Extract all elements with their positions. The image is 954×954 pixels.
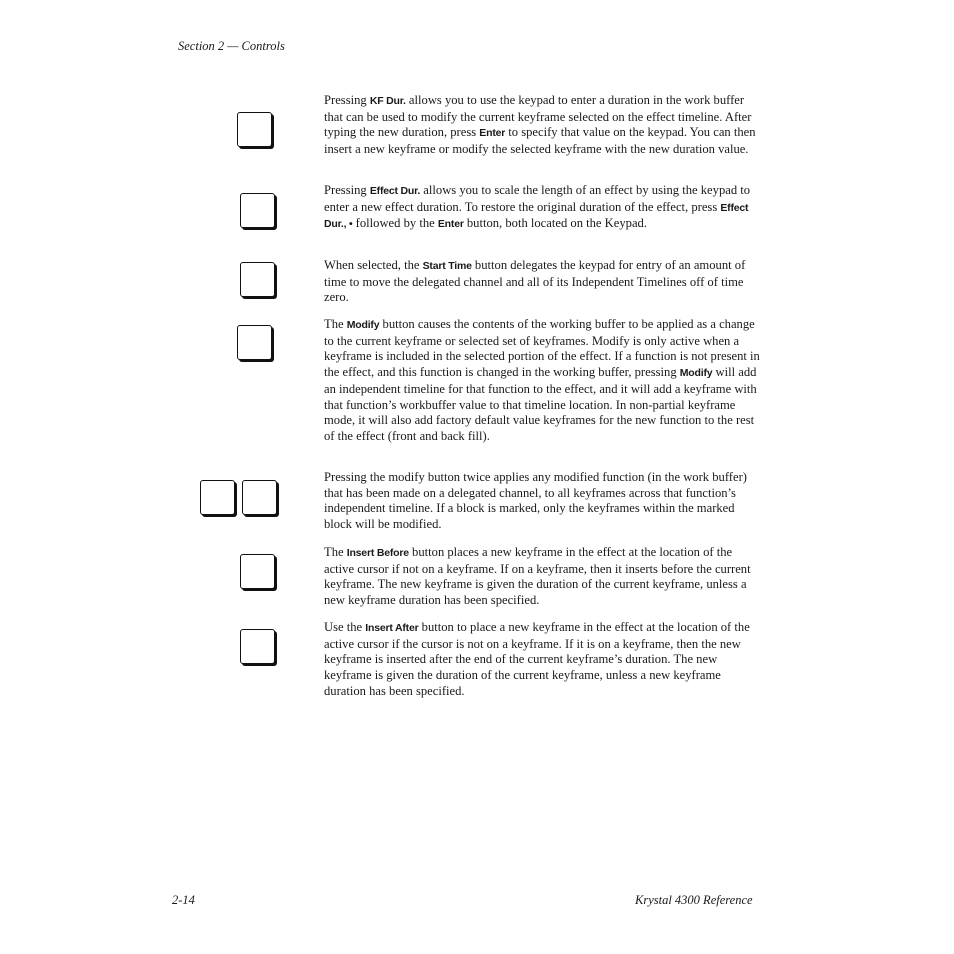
button-name: Insert After (365, 622, 419, 634)
modify-twice-second-button-icon (242, 480, 277, 515)
body-text: The (324, 317, 347, 331)
body-text: will add an independent timeline for that function to the effect, and it will add a keyframe with that function’s workbuffer value to that timeline location. In non-partial keyframe mode, it will also add factory default value keyframes for the new function to the rest of the effect (front and back fill). (324, 365, 757, 443)
running-head: Section 2 — Controls (178, 39, 285, 53)
button-name: Modify (346, 319, 380, 331)
body-text: Pressing the modify button twice applies any modified function (in the work buffer) that has been made on a delegated channel, to all keyframes across that function’s independent timeline. If a block is marked, only the keyframes within the marked block will be modified. (324, 470, 747, 532)
effect-dur-description (324, 183, 760, 233)
modify-button-icon (237, 325, 272, 360)
modify-twice-first-button-icon (200, 480, 235, 515)
book-title: Krystal 4300 Reference (635, 893, 753, 907)
start-time-description (324, 258, 760, 306)
kf-dur-button-icon (237, 112, 272, 147)
body-text: to specify that value on the keypad. You can then insert a new keyframe or modify the selected keyframe with the new duration value. (324, 125, 756, 157)
button-name: Enter (437, 218, 464, 231)
body-text: Pressing (324, 93, 370, 107)
body-text: button delegates the keypad for entry of an amount of time to move the delegated channel and all of its Independent Timelines off of time zero. (324, 258, 746, 305)
body-text: button causes the contents of the working buffer to be applied as a change to the current keyframe or selected set of keyframes. Modify is only active when a keyframe is included in the selected portion of the effect. If a function is not present in the effect, and this function is changed in the working buffer, pressing (324, 317, 760, 380)
insert-after-description (324, 620, 760, 700)
body-text: Use the (324, 620, 366, 634)
effect-dur-button-icon (240, 193, 275, 228)
button-name: Start Time (422, 260, 472, 272)
start-time-button-icon (240, 262, 275, 297)
body-text: When selected, the (324, 258, 423, 272)
body-text: allows you to scale the length of an effect by using the keypad to enter a new effect duration. To restore the original duration of the effect, press (324, 183, 751, 214)
button-name: KF Dur. (369, 95, 406, 107)
button-name: Enter (479, 127, 506, 140)
button-name: Effect Dur., • (324, 201, 749, 231)
body-text: button places a new keyframe in the effect at the location of the active cursor if not on a keyframe. If on a keyframe, then it inserts before the current keyframe. The new keyframe is given the duration of the current keyframe, unless a new keyframe duration has been specified. (324, 545, 751, 608)
body-text: followed by the (352, 216, 438, 231)
modify-description (324, 317, 760, 445)
button-name: Insert Before (346, 547, 409, 559)
button-name: Modify (679, 367, 713, 380)
insert-after-button-icon (240, 629, 275, 664)
body-text: button, both located on the Keypad. (463, 216, 647, 231)
kf-dur-description (324, 93, 760, 158)
insert-before-description (324, 545, 760, 609)
modify-twice-description (324, 470, 760, 533)
body-text: allows you to use the keypad to enter a duration in the work buffer that can be used to modify the current keyframe selected on the effect timeline. After typing the new duration, press (324, 93, 752, 140)
body-text: button to place a new keyframe in the effect at the location of the active cursor if the cursor is not on a keyframe. If it is on a keyframe, then the new keyframe is inserted after the end of the current keyframe’s duration. The new keyframe is given the duration of the current keyframe, unless a new keyframe duration has been specified. (324, 620, 750, 698)
body-text: Pressing (324, 183, 370, 197)
page-number: 2-14 (172, 893, 195, 907)
body-text: The (324, 545, 347, 559)
button-name: Effect Dur. (369, 185, 421, 197)
insert-before-button-icon (240, 554, 275, 589)
